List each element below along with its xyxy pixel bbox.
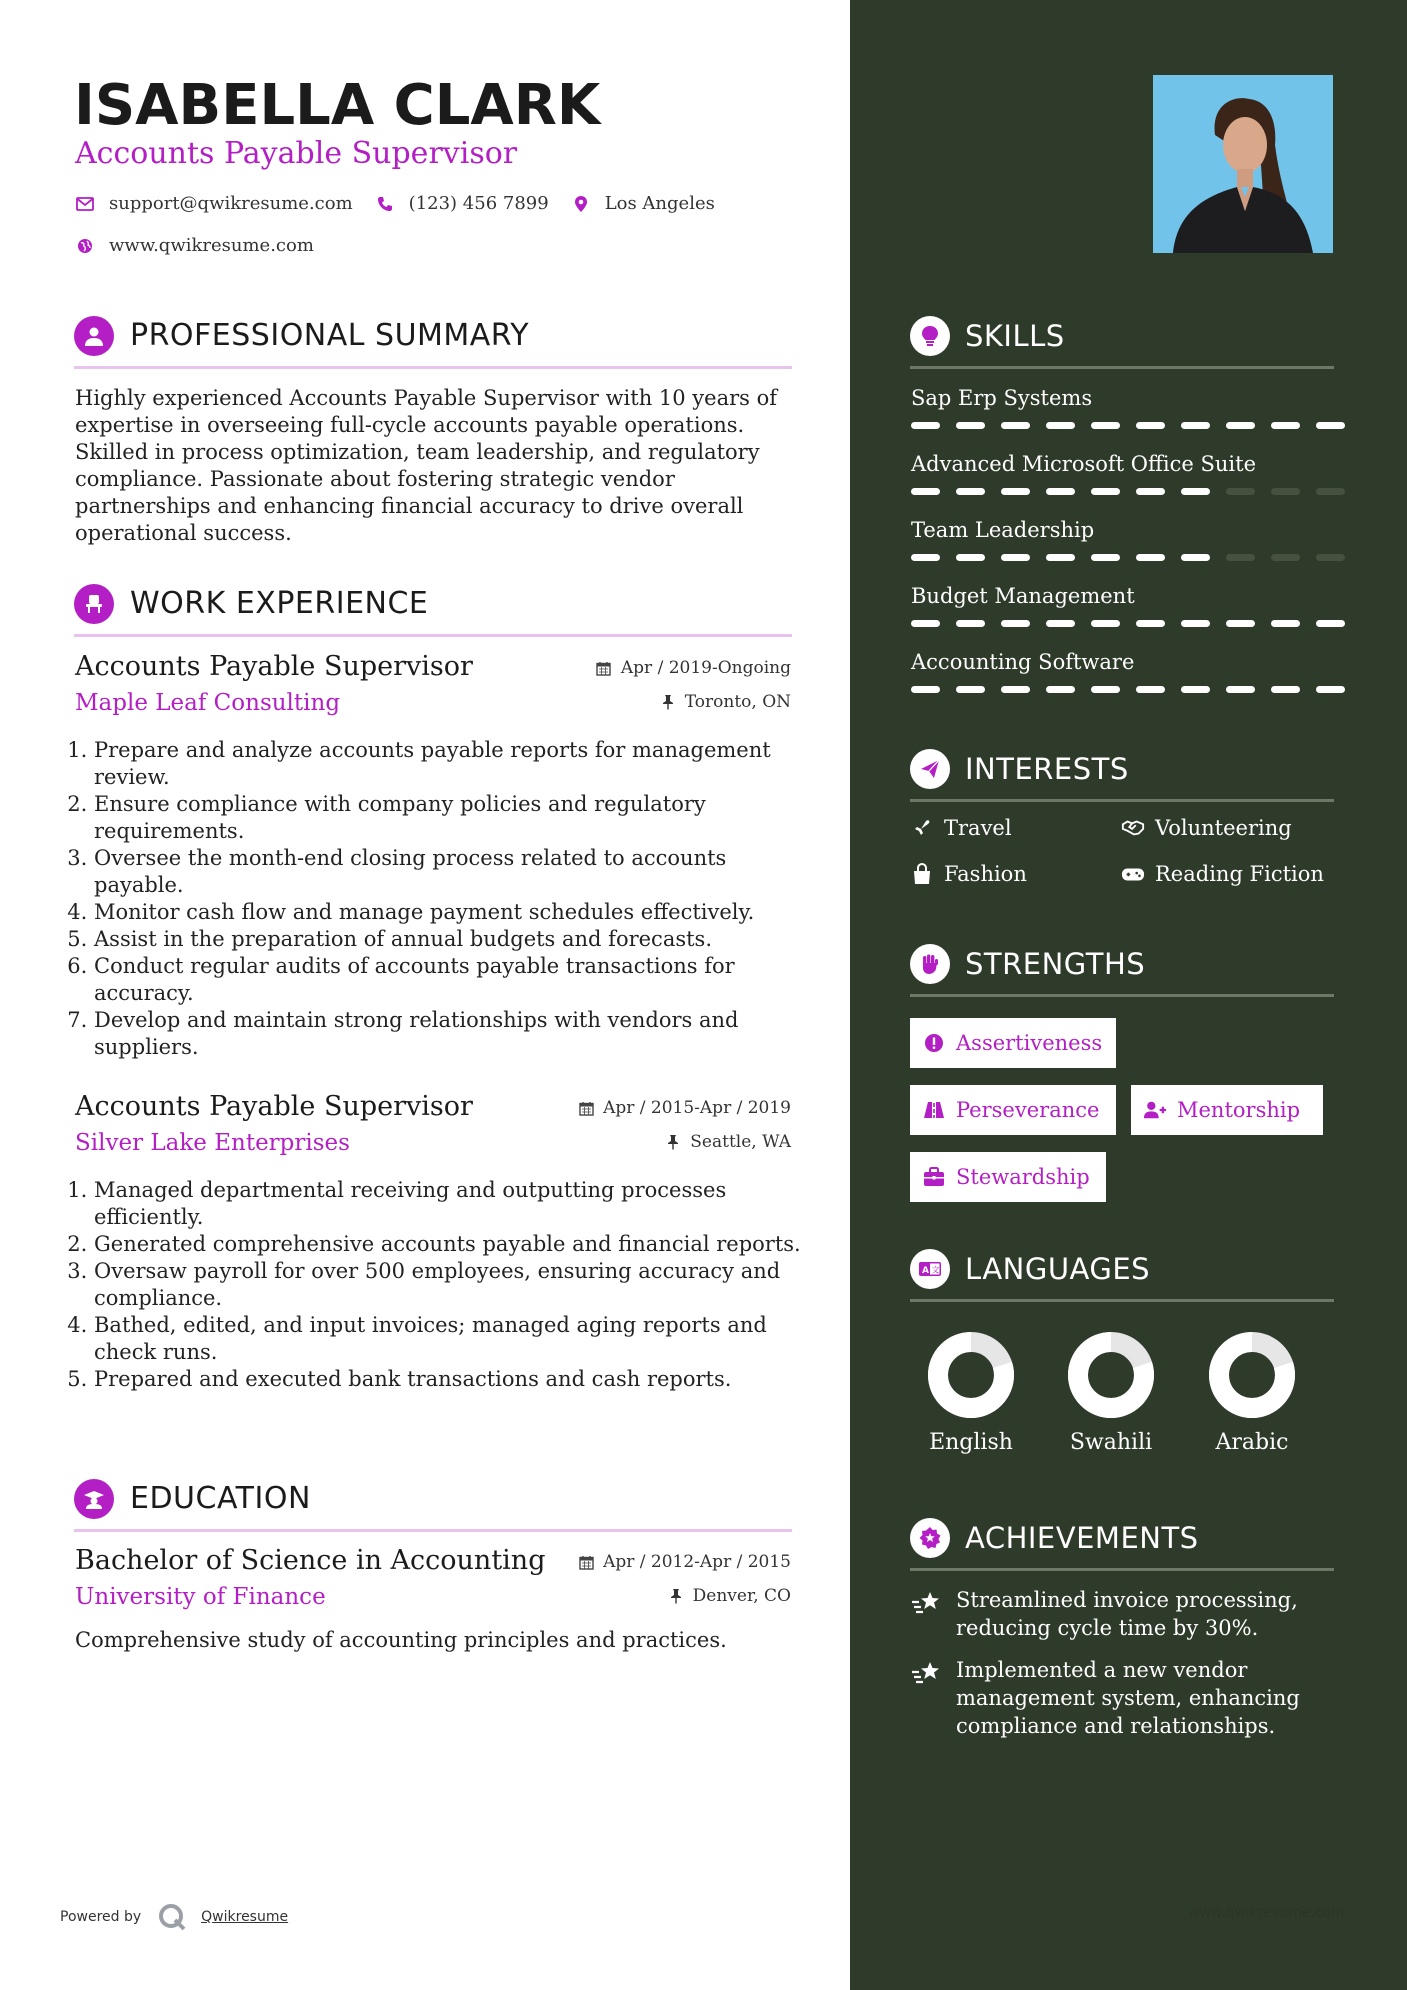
language-name: Swahili (1069, 1430, 1153, 1455)
skills-heading: SKILLS (965, 319, 1065, 353)
list-item: 4. Bathed, edited, and input invoices; managed aging reports and check runs. (94, 1312, 816, 1366)
language-level-ring (1068, 1332, 1154, 1418)
strength-label: Stewardship (956, 1165, 1090, 1189)
skill-dash (1001, 686, 1030, 693)
skill-dash (1091, 554, 1120, 561)
skill-item (911, 516, 1335, 566)
calendar-icon (577, 1099, 595, 1117)
interests-heading: INTERESTS (965, 752, 1129, 786)
strength-chip (910, 1085, 1116, 1135)
skill-dash (1271, 686, 1300, 693)
strength-chip (1131, 1085, 1323, 1135)
list-item: 7. Develop and maintain strong relationships with vendors and suppliers. (94, 1007, 816, 1061)
skill-dash (1091, 686, 1120, 693)
list-item: 6. Conduct regular audits of accounts payable transactions for accuracy. (94, 953, 816, 1007)
job-entry-2 (75, 1090, 791, 1170)
calendar-icon (577, 1553, 595, 1571)
skill-dash (1316, 554, 1345, 561)
job-company: Silver Lake Enterprises (75, 1130, 350, 1156)
interest-item (1121, 816, 1292, 840)
skill-level-bar (911, 620, 1345, 627)
job-location (664, 1132, 791, 1152)
road-icon (922, 1098, 946, 1122)
skill-dash (956, 686, 985, 693)
pushpin-icon (667, 1587, 685, 1605)
chair-icon (74, 584, 114, 624)
pushpin-icon (659, 693, 677, 711)
lightbulb-icon (910, 316, 950, 356)
education-description: Comprehensive study of accounting principles and practices. (75, 1628, 727, 1652)
experience-heading: WORK EXPERIENCE (130, 586, 429, 621)
gamepad-icon (1121, 862, 1145, 886)
skill-dash (1226, 620, 1255, 627)
skill-dash (956, 488, 985, 495)
phone-icon (375, 194, 395, 214)
skill-dash (1046, 422, 1075, 429)
list-item: 1. Managed departmental receiving and outputting processes efficiently. (94, 1177, 816, 1231)
language-level-ring (928, 1332, 1014, 1418)
skill-dash (956, 620, 985, 627)
calendar-icon (595, 659, 613, 677)
skill-level-bar (911, 554, 1345, 561)
envelope-icon (75, 194, 95, 214)
language-item (911, 1332, 1031, 1455)
pushpin-icon (664, 1133, 682, 1151)
language-level-ring (1209, 1332, 1295, 1418)
education-entry (75, 1544, 791, 1624)
contact-row-1 (75, 193, 737, 214)
skill-level-bar (911, 422, 1345, 429)
skill-dash (1181, 422, 1210, 429)
skill-dash (911, 686, 940, 693)
footer-powered-by (60, 1902, 288, 1932)
skill-dash (1181, 554, 1210, 561)
skill-dash (1136, 620, 1165, 627)
job-title: Accounts Payable Supervisor (75, 651, 473, 682)
skill-dash (956, 554, 985, 561)
skill-dash (911, 554, 940, 561)
job-dates (595, 658, 791, 678)
svg-text:A: A (922, 1266, 929, 1276)
shooting-star-icon (910, 1588, 942, 1616)
plane-icon (910, 816, 934, 840)
job-location (659, 692, 791, 712)
interest-item (910, 862, 1027, 886)
skill-dash (911, 620, 940, 627)
job-1-bullets (68, 737, 816, 1061)
skill-level-bar (911, 686, 1345, 693)
skill-dash (956, 422, 985, 429)
skill-dash (1001, 488, 1030, 495)
section-divider (910, 1568, 1334, 1571)
education-dates (577, 1552, 791, 1572)
job-dates (577, 1098, 791, 1118)
map-marker-icon (571, 194, 591, 214)
language-item (1192, 1332, 1312, 1455)
skill-dash (1271, 422, 1300, 429)
skill-dash (1316, 422, 1345, 429)
strength-label: Perseverance (956, 1098, 1100, 1122)
skill-dash (1271, 554, 1300, 561)
section-divider (910, 994, 1334, 997)
exclamation-circle-icon (922, 1031, 946, 1055)
fist-icon (910, 944, 950, 984)
strength-chip (910, 1018, 1116, 1068)
degree-title: Bachelor of Science in Accounting (75, 1545, 546, 1576)
education-location (667, 1586, 791, 1606)
job-dates-text: Apr / 2015-Apr / 2019 (603, 1098, 791, 1118)
contact-row-2 (75, 235, 336, 256)
skill-dash (1001, 620, 1030, 627)
school-name: University of Finance (75, 1584, 326, 1610)
candidate-title: Accounts Payable Supervisor (75, 136, 518, 171)
skill-item (911, 582, 1335, 632)
qwikresume-logo-icon (157, 1902, 187, 1932)
skill-dash (1091, 488, 1120, 495)
summary-heading: PROFESSIONAL SUMMARY (130, 318, 530, 353)
contact-phone[interactable]: (123) 456 7899 (408, 193, 549, 214)
skill-dash (1226, 554, 1255, 561)
skill-dash (1136, 422, 1165, 429)
section-divider (74, 1529, 792, 1532)
skill-dash (911, 422, 940, 429)
skill-name: Budget Management (911, 584, 1135, 608)
achievement-item (910, 1656, 1340, 1746)
job-location-text: Seattle, WA (690, 1132, 791, 1152)
skill-dash (1181, 488, 1210, 495)
list-item: 5. Assist in the preparation of annual budgets and forecasts. (94, 926, 816, 953)
skill-name: Accounting Software (911, 650, 1135, 674)
skill-dash (1001, 422, 1030, 429)
globe-icon (75, 236, 95, 256)
skill-dash (1046, 554, 1075, 561)
strength-label: Mentorship (1177, 1098, 1301, 1122)
skill-dash (1046, 620, 1075, 627)
language-item (1051, 1332, 1171, 1455)
skill-dash (1136, 488, 1165, 495)
skill-dash (1091, 620, 1120, 627)
candidate-name: ISABELLA CLARK (74, 73, 601, 138)
interest-item (910, 816, 1012, 840)
summary-text: Highly experienced Accounts Payable Supervisor with 10 years of expertise in overseeing full-cycle accounts payable operations. Skilled in process optimization, team leadership, and regulatory compliance. Passionate about fostering strategic vendor partnerships and enhancing financial accuracy to drive overall operational success. (75, 386, 778, 545)
achievement-item (910, 1586, 1340, 1646)
list-item: 2. Generated comprehensive accounts payable and financial reports. (94, 1231, 816, 1258)
strength-chip (910, 1152, 1106, 1202)
shopping-bag-icon (910, 862, 934, 886)
list-item: 4. Monitor cash flow and manage payment schedules effectively. (94, 899, 816, 926)
skill-item (911, 384, 1335, 434)
graduate-icon (74, 1479, 114, 1519)
skill-level-bar (911, 488, 1345, 495)
briefcase-icon (922, 1165, 946, 1189)
language-icon (910, 1249, 950, 1289)
interest-label: Fashion (944, 862, 1027, 886)
powered-by-label: Powered by (60, 1909, 142, 1925)
skill-dash (1046, 686, 1075, 693)
skill-name: Sap Erp Systems (911, 386, 1093, 410)
list-item: 3. Oversee the month-end closing process related to accounts payable. (94, 845, 816, 899)
section-divider (910, 1299, 1334, 1302)
languages-heading: LANGUAGES (965, 1252, 1151, 1286)
qwikresume-link[interactable]: Qwikresume (201, 1909, 289, 1925)
strength-label: Assertiveness (956, 1031, 1103, 1055)
list-item: 5. Prepared and executed bank transactions and cash reports. (94, 1366, 816, 1393)
strengths-heading: STRENGTHS (965, 947, 1146, 981)
star-badge-icon (910, 1518, 950, 1558)
skill-dash (1316, 488, 1345, 495)
contact-email[interactable]: support@qwikresume.com (109, 193, 353, 214)
interest-label: Travel (944, 816, 1012, 840)
skill-dash (1226, 488, 1255, 495)
education-location-text: Denver, CO (692, 1586, 791, 1606)
job-company: Maple Leaf Consulting (75, 690, 341, 716)
achievement-text: Streamlined invoice processing, reducing cycle time by 30%. (956, 1588, 1298, 1640)
skill-dash (1271, 620, 1300, 627)
svg-text:文: 文 (931, 1265, 940, 1275)
skill-item (911, 450, 1335, 500)
section-divider (910, 799, 1334, 802)
job-dates-text: Apr / 2019-Ongoing (620, 658, 791, 678)
section-divider (74, 634, 792, 637)
skill-dash (911, 488, 940, 495)
skill-name: Team Leadership (911, 518, 1095, 542)
footer-website[interactable]: www.qwikresume.com (1188, 1905, 1345, 1921)
achievement-text: Implemented a new vendor management system, enhancing compliance and relationships. (956, 1658, 1300, 1738)
skill-dash (1181, 620, 1210, 627)
interest-label: Volunteering (1155, 816, 1292, 840)
achievements-heading: ACHIEVEMENTS (965, 1521, 1199, 1555)
handshake-icon (1121, 816, 1145, 840)
language-name: English (929, 1430, 1013, 1455)
section-divider (910, 366, 1334, 369)
list-item: 3. Oversaw payroll for over 500 employees, ensuring accuracy and compliance. (94, 1258, 816, 1312)
skill-dash (1316, 620, 1345, 627)
list-item: 2. Ensure compliance with company policies and regulatory requirements. (94, 791, 816, 845)
job-location-text: Toronto, ON (684, 692, 791, 712)
job-title: Accounts Payable Supervisor (75, 1091, 473, 1122)
skill-item (911, 648, 1335, 698)
interest-item (1121, 862, 1324, 886)
skill-dash (1091, 422, 1120, 429)
skill-dash (1001, 554, 1030, 561)
skill-dash (1046, 488, 1075, 495)
user-icon (74, 316, 114, 356)
education-dates-text: Apr / 2012-Apr / 2015 (603, 1552, 791, 1572)
skill-dash (1316, 686, 1345, 693)
paper-plane-icon (910, 749, 950, 789)
skill-dash (1226, 686, 1255, 693)
education-heading: EDUCATION (130, 1481, 311, 1516)
contact-website[interactable]: www.qwikresume.com (109, 235, 314, 256)
skill-dash (1136, 554, 1165, 561)
skill-dash (1136, 686, 1165, 693)
interest-label: Reading Fiction (1155, 862, 1324, 886)
list-item: 1. Prepare and analyze accounts payable reports for management review. (94, 737, 816, 791)
skill-dash (1181, 686, 1210, 693)
skill-dash (1271, 488, 1300, 495)
shooting-star-icon (910, 1658, 942, 1686)
profile-photo (1153, 75, 1333, 253)
contact-location: Los Angeles (604, 193, 715, 214)
job-entry-1 (75, 650, 791, 730)
job-2-bullets (68, 1177, 816, 1393)
skill-name: Advanced Microsoft Office Suite (911, 452, 1257, 476)
user-plus-icon (1143, 1098, 1167, 1122)
section-divider (74, 366, 792, 369)
language-name: Arabic (1215, 1430, 1289, 1455)
skill-dash (1226, 422, 1255, 429)
